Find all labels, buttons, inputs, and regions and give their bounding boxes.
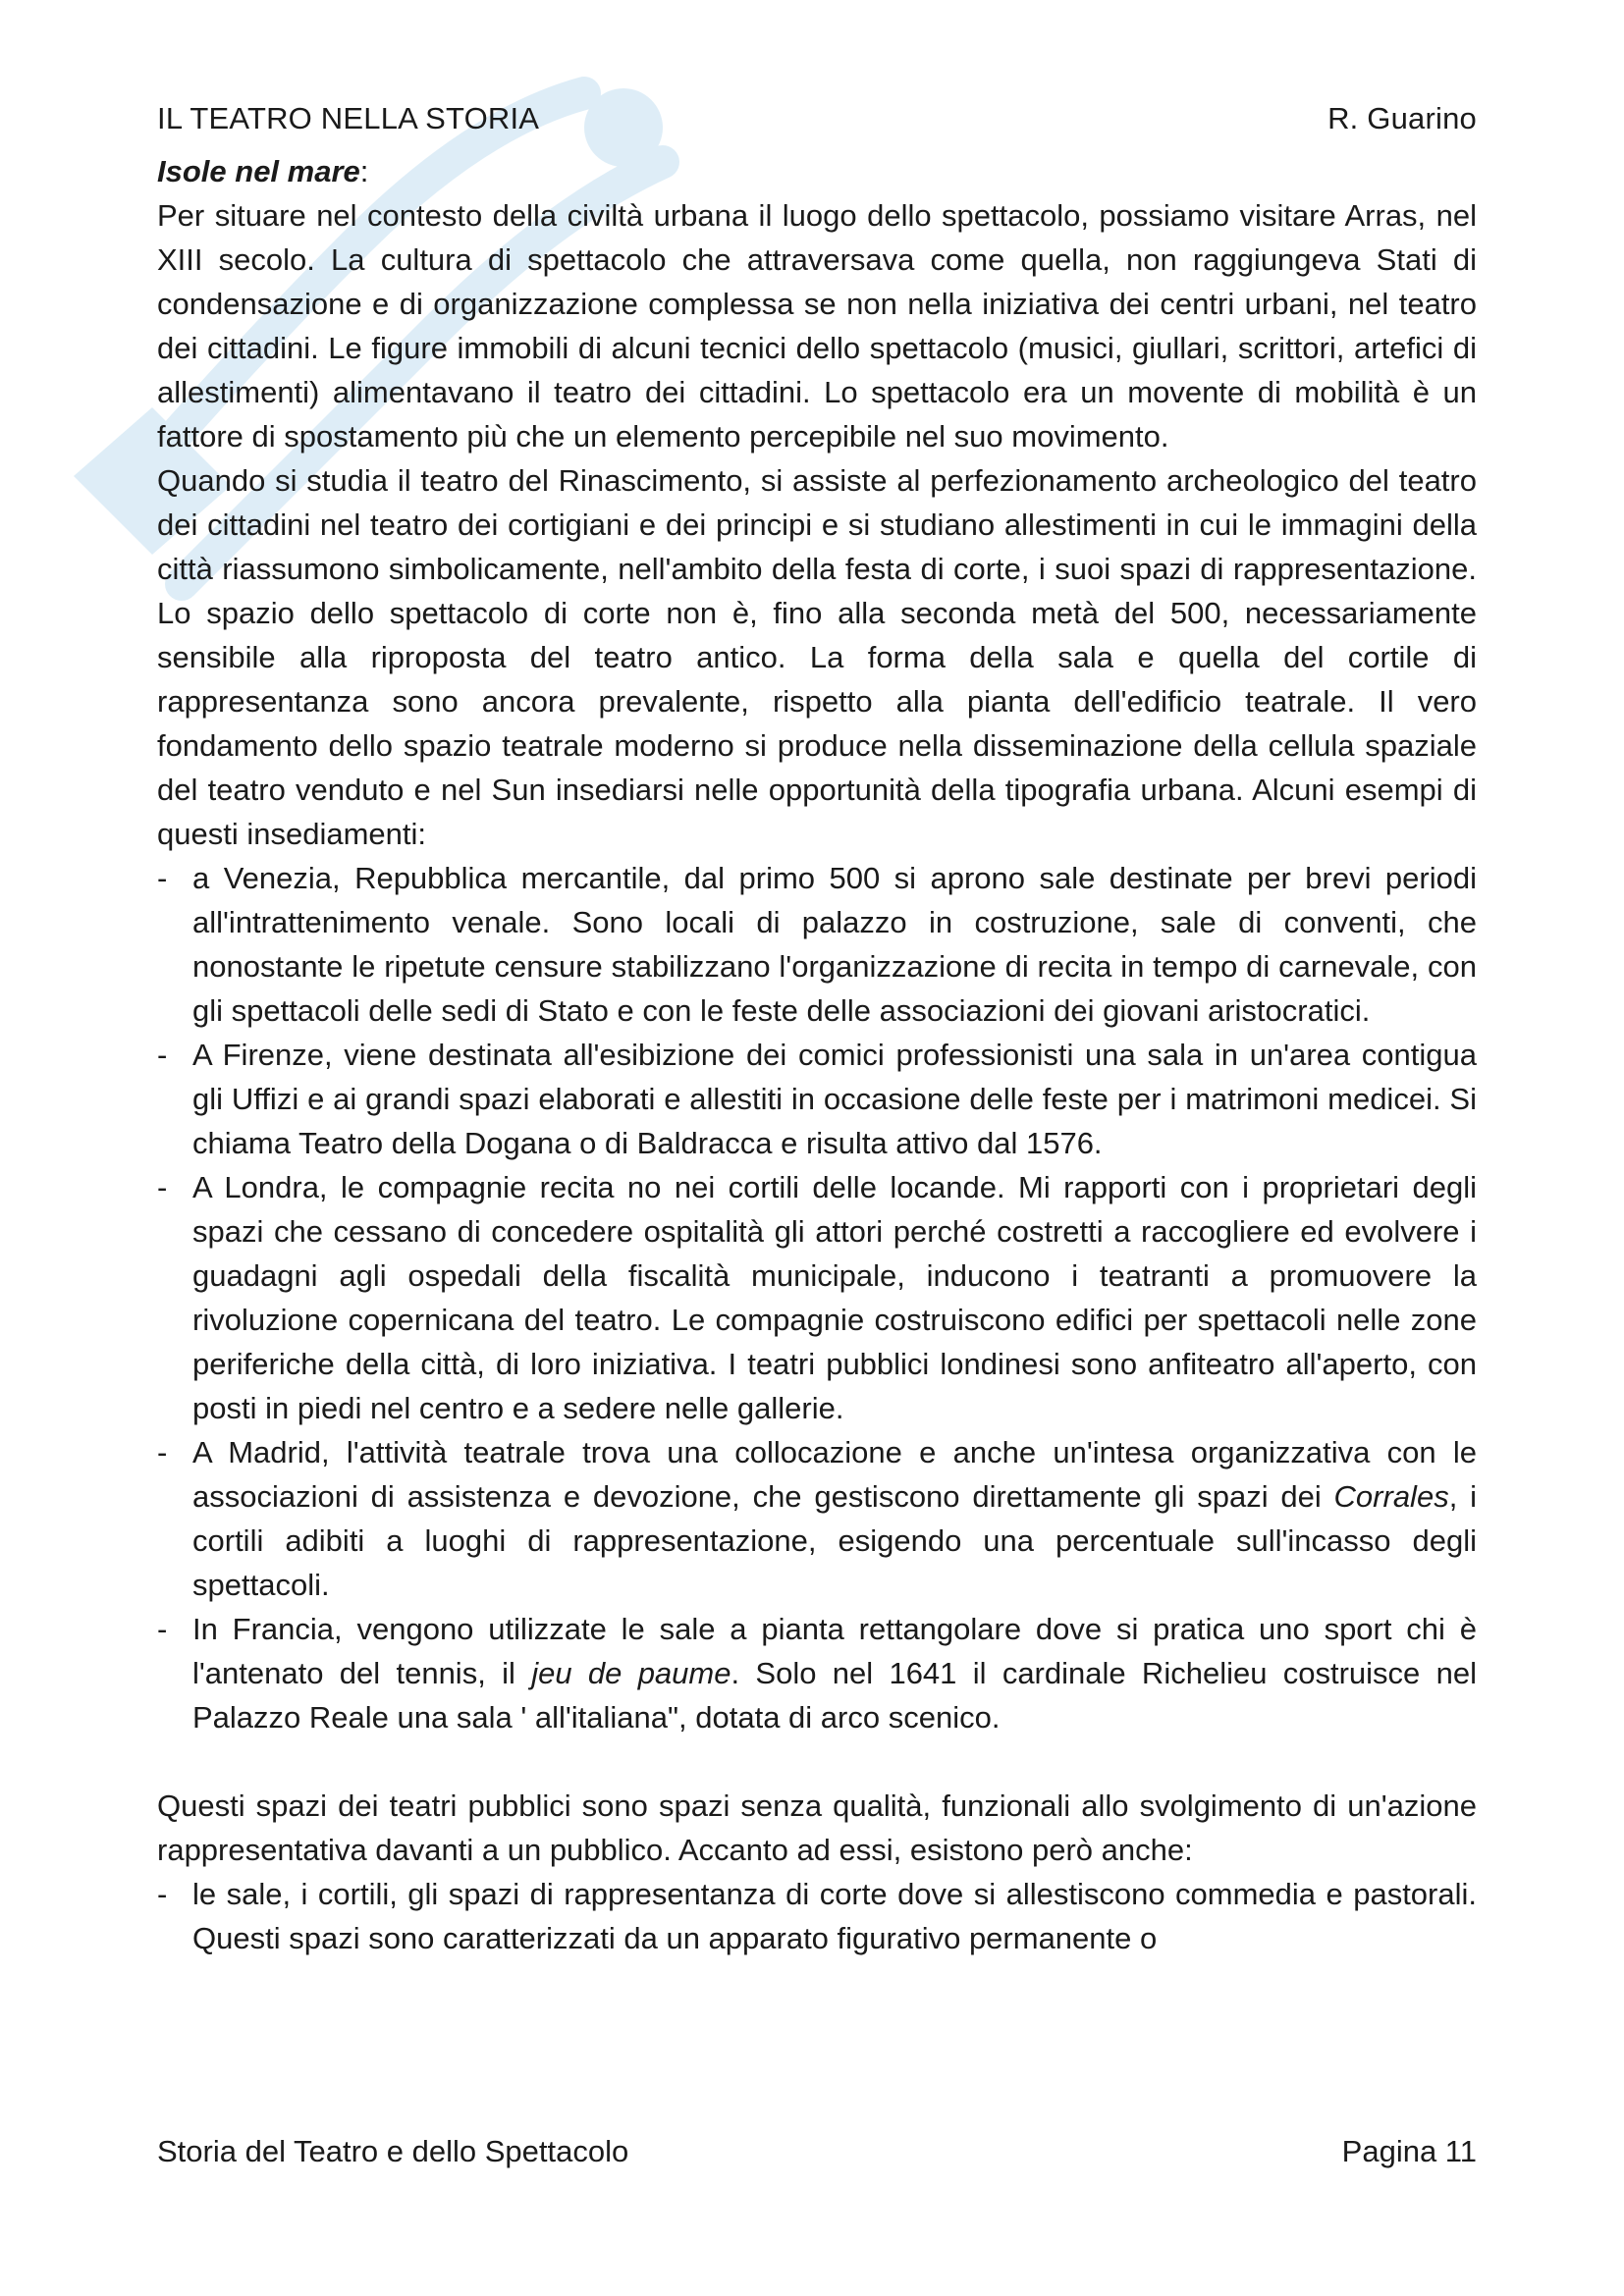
- list-item-text-em: jeu de paume: [531, 1656, 731, 1690]
- page-footer: [157, 2127, 1477, 2176]
- paragraph-3: Questi spazi dei teatri pubblici sono spazi senza qualità, funzionali allo svolgimento di un'azione rappresentativa davanti a un pubblico. Accanto ad essi, esistono però anche:: [157, 1789, 1477, 1867]
- header-author: R. Guarino: [1327, 101, 1477, 135]
- list-dash: -: [157, 861, 168, 895]
- section-title-colon: :: [359, 154, 369, 188]
- list-item: [157, 1033, 1477, 1165]
- list-dash: -: [157, 1038, 168, 1072]
- section-title: Isole nel mare: [157, 154, 360, 188]
- list-item-text-em: Corrales: [1333, 1479, 1449, 1514]
- list-item-text-post: , i cortili adibiti a luoghi di rappresentazione, esigendo una percentuale sull'incasso degli spettacoli.: [192, 1479, 1477, 1602]
- spacer: [157, 1739, 1477, 1784]
- list-item: [157, 1872, 1477, 1960]
- list-item: [157, 856, 1477, 1033]
- list-item-text-pre: In Francia, vengono utilizzate le sale a pianta rettangolare dove si pratica uno sport chi è l'antenato del tennis, il: [192, 1612, 1477, 1690]
- list-dash: -: [157, 1612, 168, 1646]
- list-item-text-post: . Solo nel 1641 il cardinale Richelieu costruisce nel Palazzo Reale una sala ' all'italiana", dotata di arco scenico.: [192, 1656, 1477, 1735]
- spaces-list: [157, 1872, 1477, 1960]
- list-item-text: le sale, i cortili, gli spazi di rappresentanza di corte dove si allestiscono commedia e pastorali. Questi spazi sono caratterizzati da un apparato figurativo permanente o: [192, 1877, 1477, 1955]
- footer-page-number: Pagina 11: [1341, 2134, 1477, 2168]
- list-item-text: A Londra, le compagnie recita no nei cortili delle locande. Mi rapporti con i proprietari degli spazi che cessano di concedere ospitalità gli attori perché costretti a raccogliere ed evolvere i guadagni agli ospedali della fiscalità municipale, inducono i teatranti a promuovere la rivoluzione copernicana del teatro. Le compagnie costruiscono edifici per spettacoli nelle zone periferiche della città, di loro iniziativa. I teatri pubblici londinesi sono anfiteatro all'aperto, con posti in piedi nel centro e a sedere nelle gallerie.: [192, 1170, 1477, 1425]
- list-item: [157, 1165, 1477, 1430]
- list-item: [157, 1430, 1477, 1607]
- list-item: [157, 1607, 1477, 1739]
- section-heading: [157, 149, 1477, 193]
- list-item-text: A Firenze, viene destinata all'esibizione dei comici professionisti una sala in un'area contigua gli Uffizi e ai grandi spazi elaborati e allestiti in occasione delle feste per i matrimoni medicei. Si chiama Teatro della Dogana o di Baldracca e risulta attivo dal 1576.: [192, 1038, 1477, 1160]
- list-dash: -: [157, 1170, 168, 1204]
- paragraph-2: Quando si studia il teatro del Rinascimento, si assiste al perfezionamento archeologico del teatro dei cittadini nel teatro dei cortigiani e dei principi e si studiano allestimenti in cui le immagini della città riassumono simbolicamente, nell'ambito della festa di corte, i suoi spazi di rappresentazione. Lo spazio dello spettacolo di corte non è, fino alla seconda metà del 500, necessariamente sensibile alla riproposta del teatro antico. La forma della sala e quella del cortile di rappresentanza sono ancora prevalente, rispetto alla pianta dell'edificio teatrale. Il vero fondamento dello spazio teatrale moderno si produce nella disseminazione della cellula spaziale del teatro venduto e nel Sun insediarsi nelle opportunità della tipografia urbana. Alcuni esempi di questi insediamenti:: [157, 463, 1477, 851]
- paragraph-1: Per situare nel contesto della civiltà urbana il luogo dello spettacolo, possiamo visitare Arras, nel XIII secolo. La cultura di spettacolo che attraversava come quella, non raggiungeva Stati di condensazione e di organizzazione complessa se non nella iniziativa dei centri urbani, nel teatro dei cittadini. Le figure immobili di alcuni tecnici dello spettacolo (musici, giullari, scrittori, artefici di allestimenti) alimentavano il teatro dei cittadini. Lo spettacolo era un movente di mobilità è un fattore di spostamento più che un elemento percepibile nel suo movimento.: [157, 198, 1477, 454]
- examples-list: [157, 856, 1477, 1739]
- list-item-text: a Venezia, Repubblica mercantile, dal primo 500 si aprono sale destinate per brevi periodi all'intrattenimento venale. Sono locali di palazzo in costruzione, sale di conventi, che nonostante le ripetute censure stabilizzano l'organizzazione di recita in tempo di carnevale, con gli spettacoli delle sedi di Stato e con le feste delle associazioni dei giovani aristocratici.: [192, 861, 1477, 1028]
- page-header: [157, 94, 1477, 143]
- list-dash: -: [157, 1877, 168, 1911]
- footer-course: Storia del Teatro e dello Spettacolo: [157, 2134, 629, 2168]
- list-item-text-pre: A Madrid, l'attività teatrale trova una collocazione e anche un'intesa organizzativa con le associazioni di assistenza e devozione, che gestiscono direttamente gli spazi dei: [192, 1435, 1477, 1514]
- header-title: IL TEATRO NELLA STORIA: [157, 101, 540, 135]
- page-content: [157, 149, 1477, 1960]
- list-dash: -: [157, 1435, 168, 1469]
